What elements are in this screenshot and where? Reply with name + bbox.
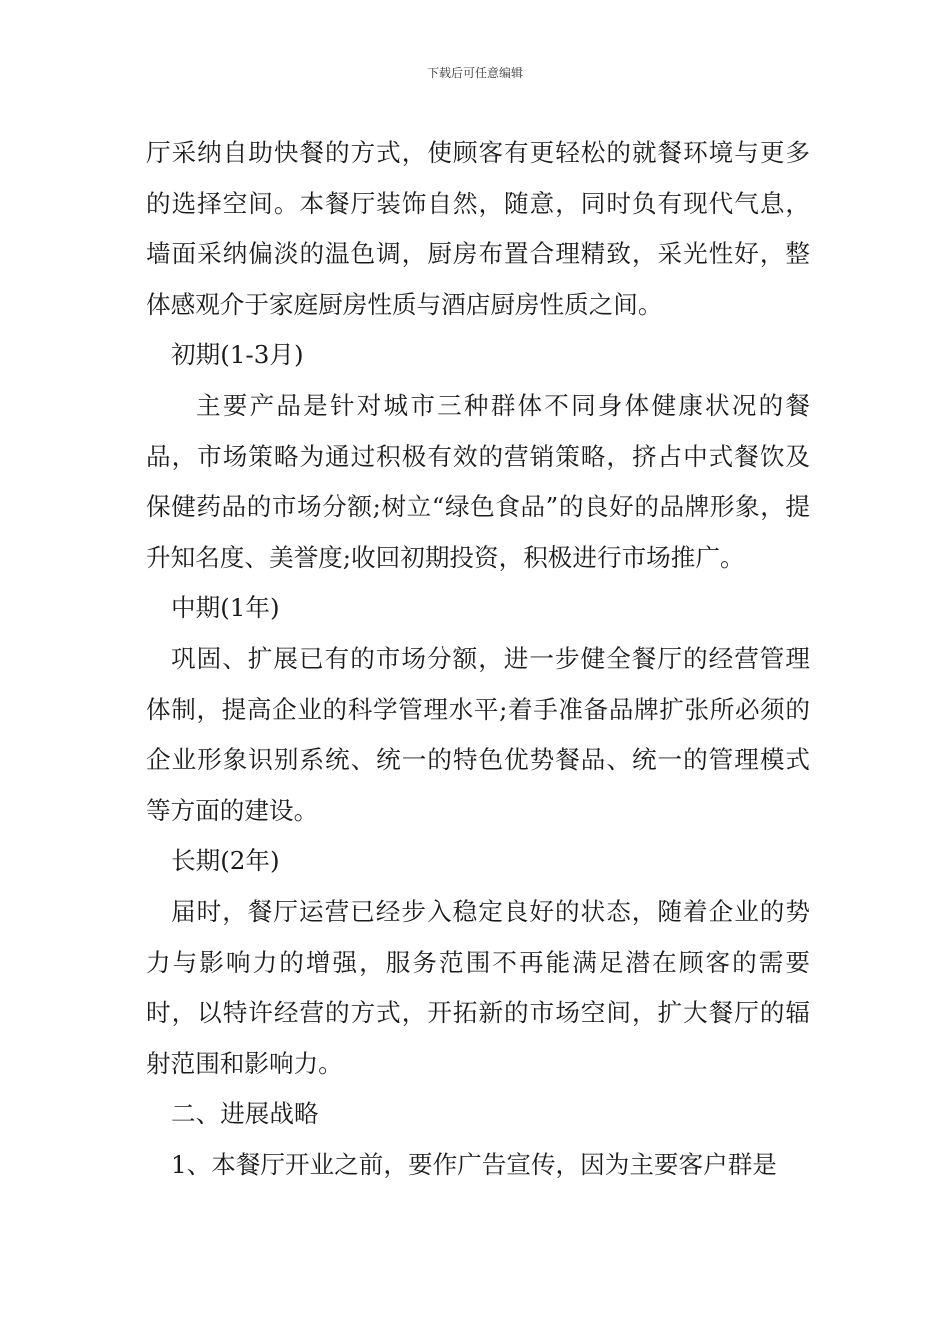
heading-long-phase: 长期(2年) — [171, 846, 280, 876]
paragraph-strategy-item-1: 1、本餐厅开业之前，要作广告宣传，因为主要客户群是 — [171, 1149, 777, 1179]
heading-development-strategy: 二、进展战略 — [171, 1099, 319, 1129]
document-body — [146, 128, 810, 1190]
paragraph-initial-phase: 主要产品是针对城市三种群体不同身体健康状况的餐品，市场策略为通过积极有效的营销策略，挤占中式餐饮及保健药品的市场分额;树立“绿色食品”的良好的品牌形象，提升知名度、美誉度;收回初期投资，积极进行市场推广。 — [146, 390, 810, 572]
paragraph-mid-phase: 巩固、扩展已有的市场分额，进一步健全餐厅的经营管理体制，提高企业的科学管理水平;着手准备品牌扩张所必须的企业形象识别系统、统一的特色优势餐品、统一的管理模式等方面的建设。 — [146, 643, 810, 825]
heading-mid-phase: 中期(1年) — [171, 593, 280, 623]
heading-initial-phase: 初期(1-3月) — [171, 340, 304, 370]
page-header-note: 下载后可任意编辑 — [426, 66, 523, 80]
paragraph-restaurant-style: 厅采纳自助快餐的方式，使顾客有更轻松的就餐环境与更多的选择空间。本餐厅装饰自然，随意，同时负有现代气息，墙面采纳偏淡的温色调，厨房布置合理精致，采光性好，整体感观介于家庭厨房性质与酒店厨房性质之间。 — [146, 138, 810, 319]
paragraph-long-phase: 届时，餐厅运营已经步入稳定良好的状态，随着企业的势力与影响力的增强，服务范围不再能满足潜在顾客的需要时，以特许经营的方式，开拓新的市场空间，扩大餐厅的辐射范围和影响力。 — [146, 896, 810, 1078]
